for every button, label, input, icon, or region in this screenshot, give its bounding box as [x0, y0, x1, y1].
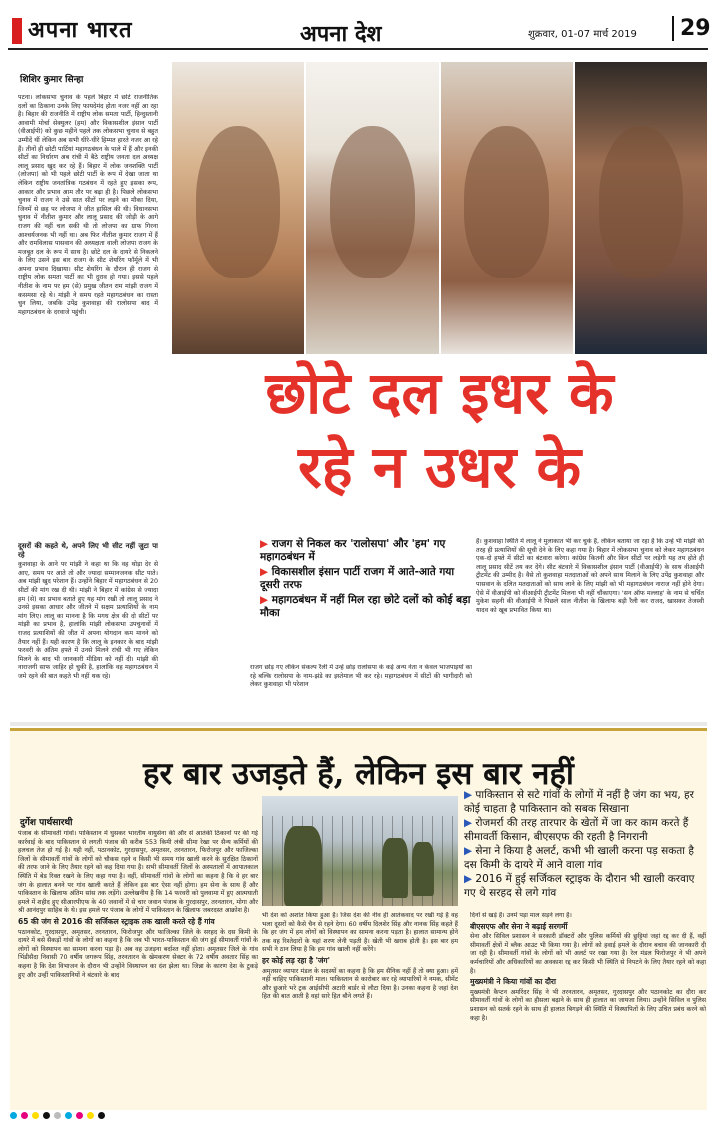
story1-column-b-text: कुशवाहा के आने पर मांझी ने कहा था कि वह थोड़ा देर से आए, समय पर आते तो और ज्यादा सम्मानजनक सीट पाते। अब मांझी खुद परेशान हैं। उन्होंने बिहार में महागठबंधन से 20 सीटों की मांग रख दी थी। मांझी ने बिहार में कांग्रेस से ज्यादा हम (से) का प्रभाव बताते हुए यह मांग रखी तो लालू प्रसाद ने उनसे इसका आधार और जीतने में सक्षम प्रत्याशियों के नाम मांग लिए। लालू का मानना है कि मगध क्षेत्र की दो सीटों पर मांझी का प्रभाव है, हालांकि मांझी लोकसभा उपचुनावों में राजद प्रत्याशियों की जीत में अपना योगदान कम मानने को तैयार नहीं हैं। यही कारण है कि लालू के इनकार के बाद मांझी फरवरी के अंतिम हफ्ते में उनसे मिलने रांची भी गए लेकिन मिलने के बाद भी जानकारी मीडिया को नहीं दी। मांझी की नाराजगी साफ जाहिर हो चुकी है, हालांकि वह महागठबंधन में जमे रहने की बात कहते भी नहीं थक रहे। — [18, 561, 158, 680]
border-soldiers-photo — [262, 796, 458, 906]
politician-photo-2 — [306, 62, 438, 354]
triangle-bullet-icon: ▶ — [464, 845, 476, 857]
print-registration-marks — [10, 1108, 707, 1122]
story2-byline: दुर्गेश पार्थसारथी — [20, 818, 73, 828]
story2-column-g3-text: मुख्यमंत्री कैप्टन अमरिंदर सिंह ने भी तरनतारन, अमृतसर, गुरदासपुर और पठानकोट का दौरा कर सीमावर्ती गांवों के लोगों का हौसला बढ़ाने के साथ ही हालात का जायजा लिया। उन्होंने सिविल व पुलिस प्रशासन को सतर्क रहने के साथ ही हालात बिगड़ने की स्थिति में विस्थापितों के लिए उचित प्रबंध करने को कहा है। — [470, 988, 706, 1022]
story2-headline: हर बार उजड़ते हैं, लेकिन इस बार नहीं — [143, 756, 574, 792]
story2-column-e2-text: पठानकोट, गुरदासपुर, अमृतसर, तरनतारन, फिरोजपुर और फाजिल्का जिले के सरहद के दस किमी के दायरे में बसे सैकड़ों गांवों के लोगों का कहना है कि जब भी भारत-पाकिस्तान की जंग हुई सीमावर्ती गांवों के लोगों को विस्थापन का सामना करना पड़ा है। अब वह उजड़ना बर्दाश्त नहीं होता। अमृतसर जिले के गांव भिंडीसैदा निवासी 70 वर्षीय जगरूप सिंह, तरनतारन के खेमकरण सेक्टर के 72 वर्षीय अवतार सिंह का कहना है कि देश विभाजन के दौरान भी उन्होंने विस्थापन का दंश झेला था। जिन्ना के कारण देश के टुकड़े हुए और उन्हीं पाकिस्तानियों ने बंटवारे के बाद — [18, 928, 258, 979]
story2-column-g — [470, 912, 706, 1106]
story1-byline: शिशिर कुमार सिन्हा — [20, 75, 84, 85]
triangle-bullet-icon: ▶ — [464, 817, 476, 829]
story2-column-e-text: पंजाब के सीमावर्ती गांवों। पाकिस्तान में घुसकर भारतीय वायुसेना की और से आतंकी ठिकानों पर की गई कार्रवाई के बाद पाकिस्तान से लगती पंजाब की करीब 553 किमी लंबी सीमा रेखा पर सैन्य कर्मियों की हलचल तेज हो गई है। यही नहीं, पठानकोट, गुरदासपुर, अमृतसर, तरनतारन, फिरोजपुर और फाजिल्का जिलों के सीमावर्ती गांवों के लोगों को चौकस रहने व किसी भी समय गांव खाली करने के सुरक्षित ठिकानों की तरफ जाने के लिए तैयार रहने को कह दिया गया है। सभी सीमावर्ती जिलों के अस्पतालों में आपातकाल स्थिति में बेड रिक्त रखने के लिए कहा गया है। वहीं, सीमावर्ती गांवों के लोगों का कहना है कि वे हर बार जंग के हालात बनने पर गांव खाली करते हैं लेकिन इस बार ऐसा नहीं होगा। हम सेना के साथ हैं और पाकिस्तान के खिलाफ अंतिम सांस तक लड़ेंगे। उल्लेखनीय है कि 14 फरवरी को पुलवामा में हुए आत्मघाती हमले में शहीद हुए सीआरपीएफ के 40 जवानों में से चार जवान पंजाब के गुरदासपुर, तरनतारन, मोगा और श्री आनंदपुर साहिब के थे। इस हमले पर पंजाब के लोगों में पाकिस्तान के खिलाफ जबरदस्त आक्रोश है। — [18, 830, 258, 915]
pull-item: ▶ विकासशील इंसान पार्टी राजग में आते-आते गया दूसरी तरफ — [260, 566, 455, 591]
masthead-brand — [12, 14, 133, 44]
highlight-item: ▶ पाकिस्तान से सटे गांवों के लोगों में नहीं है जंग का भय, हर कोई चाहता है पाकिस्तान को सबक सिखाना — [464, 789, 694, 815]
section-title: अपना देश — [300, 22, 382, 47]
brand-logo-mark — [12, 18, 22, 44]
story2-subhead-f: हर कोई लड़ रहा है 'जंग' — [262, 955, 330, 965]
dateline: शुक्रवार, 01-07 मार्च 2019 — [528, 29, 637, 40]
politician-photos — [172, 62, 707, 354]
triangle-bullet-icon: ▶ — [464, 789, 476, 801]
pull-item: ▶ राजग से निकल कर 'रालोसपा' और 'हम' गए महागठबंधन में — [260, 538, 446, 563]
story2-column-f-text: भी देश को अशांत किया हुआ है। जिस देश की नींव ही आतंकवाद पर रखी गई है वह भला दूसरों को कैसे चैन से रहने देगा। 60 वर्षीय दिलशेर सिंह और नानक सिंह कहते हैं कि हर जंग में हम लोगों को विस्थापन का सामना करना पड़ता है। हालात सामान्य होने तक वह रिश्तेदारों के यहां शरण लेनी पड़ती है। खेती भी खराब होती है। इस बार हम सभी ने ठान लिया है कि हम गांव खाली नहीं करेंगे। — [262, 912, 458, 954]
story2-subhead-e: 65 की जंग से 2016 की सर्जिकल स्ट्राइक तक खाली करते रहे हैं गांव — [18, 916, 215, 926]
story1-column-b — [18, 540, 158, 716]
triangle-bullet-icon: ▶ — [260, 538, 272, 550]
story2-column-e — [18, 830, 258, 1106]
story1-column-d: हैं। कुशवाहा स्थिति में लालू ने मुलाकात भी कर चुके हैं, लेकिन बताया जा रहा है कि उन्हें भी मांझी की तरह ही प्रत्याशियों की सूची देने के लिए कहा गया है। बिहार में लोकसभा चुनाव को लेकर महागठबंधन एक-दो हफ्ते में सीटों का बंटवारा करेगा। कांग्रेस कितनी और किन सीटों पर लड़ेगी यह तय होते ही लालू प्रसाद सीटें तय कर देंगे। सीट बंटवारे में विकासशील इंसान पार्टी (वीआईपी) के साथ वीआईपी ट्रीटमेंट की उम्मीद है। वैसे तो कुशवाहा मतदाताओं को अपने साथ मिलाने के लिए उपेंद्र कुशवाहा और पासवान के दलित मतदाताओं को साथ लाने के लिए मांझी को भी महागठबंधन नाराज नहीं होने देगा। ऐसे में वीआईपी को वीआईपी ट्रीटमेंट मिलना भी नहीं चौंकाएगा। 'सन ऑफ मल्लाह' के नाम से चर्चित मुकेश सहनी की वीआईपी ने पिछले साल नीतीश के खिलाफ बड़ी रैली कर राजद, खासकर तेजस्वी यादव को खूब प्रभावित किया था। — [476, 538, 704, 614]
highlight-item: ▶ सेना ने किया है अलर्ट, कभी भी खाली करना पड़ सकता है दस किमी के दायरे में आने वाला गांव — [464, 845, 694, 871]
story2-column-g-text: दिनों से खड़े हैं। उनमें पड़ा माल सड़ने लगा है। — [470, 912, 572, 919]
story2-column-f — [262, 912, 458, 1106]
story1-headline — [172, 356, 707, 504]
story1-column-c: राजग छोड़ गए लेकिन संकल्प रैली में उन्हें छोड़ रालोसपा के कई अन्य नेता न केवल भाजपाइयों का रहे बल्कि रालोसपा के नाम-झंडे का इस्तेमाल भी कर रहे। महागठबंधन में सीटों की भागीदारी को लेकर कुशवाहा भी परेशान — [250, 664, 472, 689]
story2-column-g2-text: सेना और सिविल प्रशासन ने सरकारी डॉक्टरों और पुलिस कर्मियों की छुट्टियां जहां रद्द कर दी हैं, वहीं सीमावर्ती क्षेत्रों में ब्लैक आउट भी किया गया है। लोगों को हवाई हमले के दौरान बचाव की जानकारी दी जा रही है। सीमावर्ती गांवों के लोगों को भी अलर्ट पर रखा गया है। रेल मंडल फिरोजपुर ने भी अपने कर्मचारियों और अधिकारियों का अवकाश रद्द कर किसी भी स्थिति से निपटने के लिए तैयार रहने को कहा है। — [470, 933, 706, 975]
story2-column-f2-text: अमृतसर व्यापार मंडल के सदस्यों का कहना है कि हम सैनिक नहीं हैं तो क्या हुआ। हमें नहीं चाहिए पाकिस्तानी माल। पाकिस्तान से कारोबार कर रहे व्यापारियों ने नमक, सीमेंट और छुआरे भरे ट्रक आईसीपी अटारी बार्डर से लौटा दिया है। उनका कहना है जहां देश हित की बात आती है वहां सारे हित बौने लगते हैं। — [262, 967, 458, 1001]
triangle-bullet-icon: ▶ — [260, 594, 272, 606]
triangle-bullet-icon: ▶ — [464, 873, 476, 885]
page-number: 29 — [672, 16, 711, 41]
highlight-item: ▶ रोजमर्रा की तरह तारपार के खेतों में जा कर काम करते हैं सीमावर्ती किसान, बीएसएफ की रहती है निगरानी — [464, 817, 689, 843]
pull-item: ▶ महागठबंधन में नहीं मिल रहा छोटे दलों को कोई बड़ा मौका — [260, 594, 471, 619]
story1-subhead: दूसरों की कहते थे, अपने लिए भी सीट नहीं जुटा पा रहे — [18, 542, 158, 559]
politician-photo-1 — [172, 62, 304, 354]
highlight-item: ▶ 2016 में हुई सर्जिकल स्ट्राइक के दौरान भी खाली करवाए गए थे सरहद से लगे गांव — [464, 873, 695, 899]
triangle-bullet-icon: ▶ — [260, 566, 272, 578]
story1-pull-quote-box — [260, 538, 472, 664]
story1-headline-line2: रहे न उधर के — [297, 433, 581, 501]
story1-headline-line1: छोटे दल इधर के — [265, 359, 614, 427]
story1-column-a: पटना। लोकसभा चुनाव के पहले बिहार में छोटे राजनीतिक दलों का ठिकाना उनके लिए फायदेमंद होता नजर नहीं आ रहा है। बिहार की राजनीति में राष्ट्रीय लोक समता पार्टी, हिन्दुस्तानी आवामी मोर्चा सेक्युलर (हम) और विकासशील इंसान पार्टी (वीआईपी) को कुछ महीने पहले तक लोकसभा चुनाव से बहुत उम्मीदें थीं लेकिन अब सभी धीरे-धीरे हिम्मत हारते नजर आ रहे हैं। तीनों ही छोटी पार्टियां महागठबंधन के पाले में हैं और इनकी सीटों का निर्धारण अब रांची में बैठे राष्ट्रीय जनता दल अध्यक्ष लालू प्रसाद खुद कर रहे हैं। बिहार में लोक जनशक्ति पार्टी (लोजपा) को भी पहले छोटी पार्टी के रूप में देखा जाता था लेकिन राष्ट्रीय जनतांत्रिक गठबंधन में रहते हुए इसका रूप, आकार और प्रभाव आम तौर पर बढ़ा ही है। पिछले लोकसभा चुनाव में राजग ने उसे सात सीटों पर लड़ने का मौका दिया, जिनमें से छह पर लोजपा ने जीत हासिल की थी। विधानसभा चुनाव में नीतीश कुमार और लालू प्रसाद की जोड़ी के आगे राजग की नहीं चल सकी थी तो लोजपा का ग्राफ गिरना आश्चर्यजनक भी नहीं था। अब फिर नीतीश कुमार राजग में हैं और रामविलास पासवान की अध्यक्षता वाली लोजपा राजग के मजबूत दल के रूप में साथ है। छोटे दल के दायरे से निकलने के लिए उसने इस बार राजग के सीट शेयरिंग फॉर्मूले में भी अपना प्रभाव दिखाया। सीट शेयरिंग के दौरान ही राजग से राष्ट्रीय लोक समता पार्टी का भी दुराव हो गया। इससे पहले नीतीश के नाम पर हम (से) प्रमुख जीतन राम मांझी राजग में कसमसा रहे थे। मांझी ने समय रहते महागठबंधन का रास्ता चुन लिया, जबकि उपेंद्र कुशवाहा की रालोसपा बाद में महागठबंधन के दरवाजे पहुंची। — [18, 94, 158, 316]
politician-photo-3 — [441, 62, 573, 354]
story2-subhead-g2: मुख्यमंत्री ने किया गांवों का दौरा — [470, 977, 556, 987]
story2-highlights-box — [458, 784, 706, 899]
story2-subhead-g: बीएसएफ और सेना ने बढ़ाई सरगर्मी — [470, 921, 568, 931]
section-divider — [10, 722, 707, 726]
politician-photo-4 — [575, 62, 707, 354]
brand-name: अपना भारत — [28, 18, 133, 43]
